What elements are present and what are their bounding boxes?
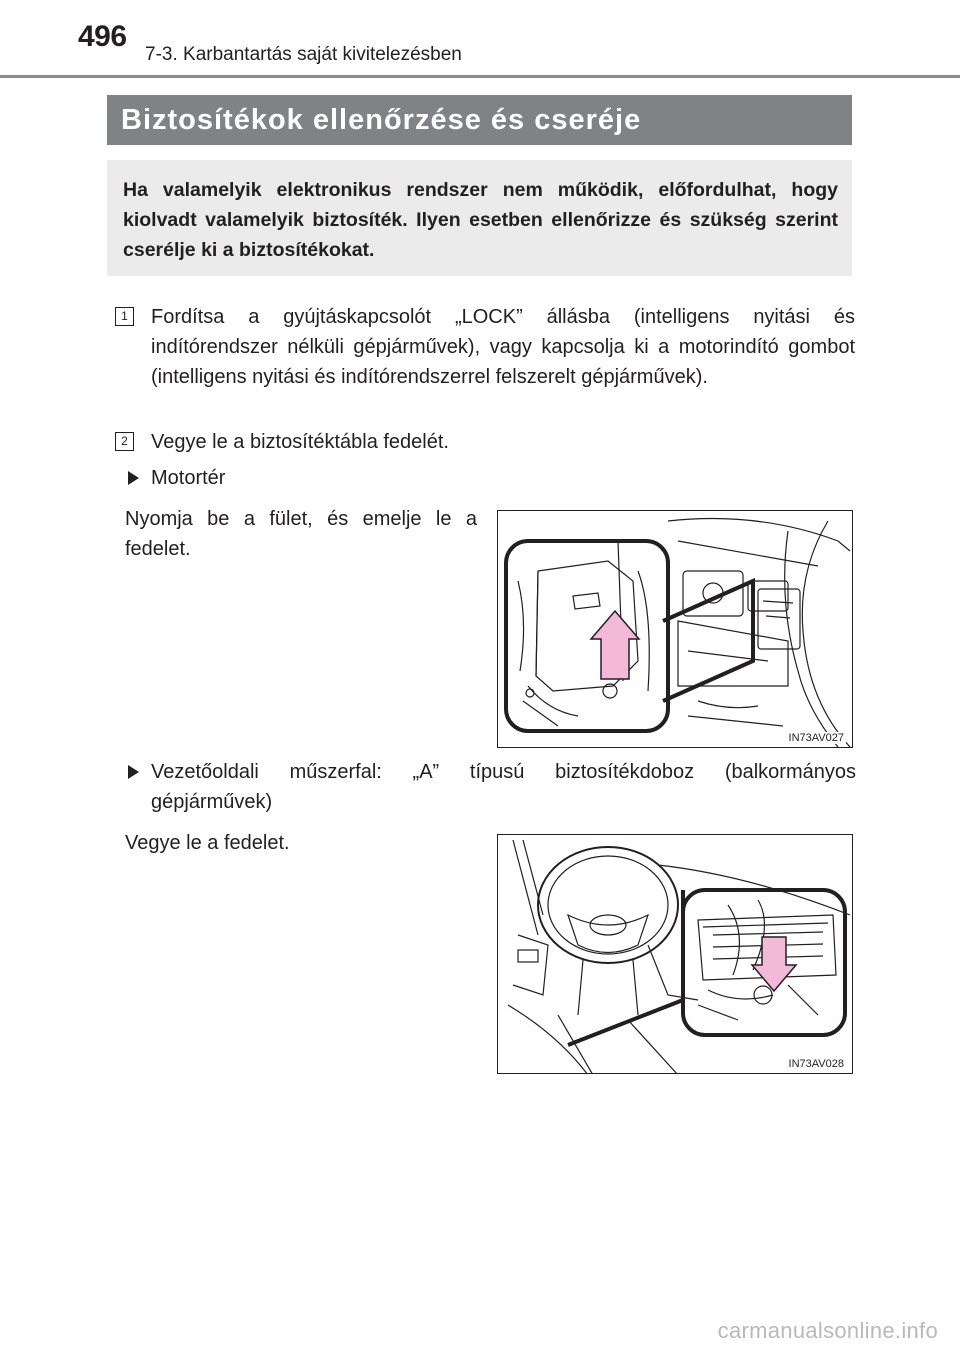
figure-dashboard-fuse-box bbox=[497, 834, 853, 1074]
watermark: carmanualsonline.info bbox=[717, 1318, 938, 1343]
engine-illustration bbox=[498, 511, 853, 748]
step-number-badge: 1 bbox=[115, 307, 134, 326]
section-title: Biztosítékok ellenőrzése és cseréje bbox=[121, 104, 642, 136]
instruction-engine: Nyomja be a fület, és emelje le a fedelet. bbox=[125, 508, 477, 560]
figure-code: IN73AV028 bbox=[788, 1058, 844, 1070]
dashboard-illustration bbox=[498, 835, 853, 1074]
step-text: Fordítsa a gyújtáskapcsolót „LOCK” állásba (intelligens nyitási és indítórendszer nélküli gépjárművek), vagy kapcsolja ki a motorindító gombot (intelligens nyitási és indítórendszerrel felszerelt gépjárművek). bbox=[151, 306, 855, 388]
section-bar bbox=[107, 95, 852, 145]
instruction-dashboard: Vegye le a fedelet. bbox=[125, 832, 290, 854]
bullet-text: Vezetőoldali műszerfal: „A” típusú biztosítékdoboz (balkormányos gépjárművek) bbox=[151, 761, 856, 813]
header-rule bbox=[0, 75, 960, 78]
figure-engine-fuse-box bbox=[497, 510, 853, 748]
chapter-title: 7-3. Karbantartás saját kivitelezésben bbox=[145, 44, 462, 65]
figure-code: IN73AV027 bbox=[788, 732, 844, 744]
step-number-badge: 2 bbox=[115, 432, 134, 451]
triangle-bullet-icon bbox=[128, 765, 139, 779]
step-text: Vegye le a biztosítéktábla fedelét. bbox=[151, 431, 449, 453]
bullet-text: Motortér bbox=[151, 467, 226, 489]
lift-arrow bbox=[591, 611, 639, 679]
page-number: 496 bbox=[78, 20, 127, 53]
intro-text: Ha valamelyik elektronikus rendszer nem működik, előfordulhat, hogy kiolvadt valamelyik biztosíték. Ilyen esetben ellenőrizze és szükség szerint cserélje ki a biztosítékokat. bbox=[123, 179, 838, 261]
triangle-bullet-icon bbox=[128, 471, 139, 485]
intro-box bbox=[107, 160, 852, 276]
